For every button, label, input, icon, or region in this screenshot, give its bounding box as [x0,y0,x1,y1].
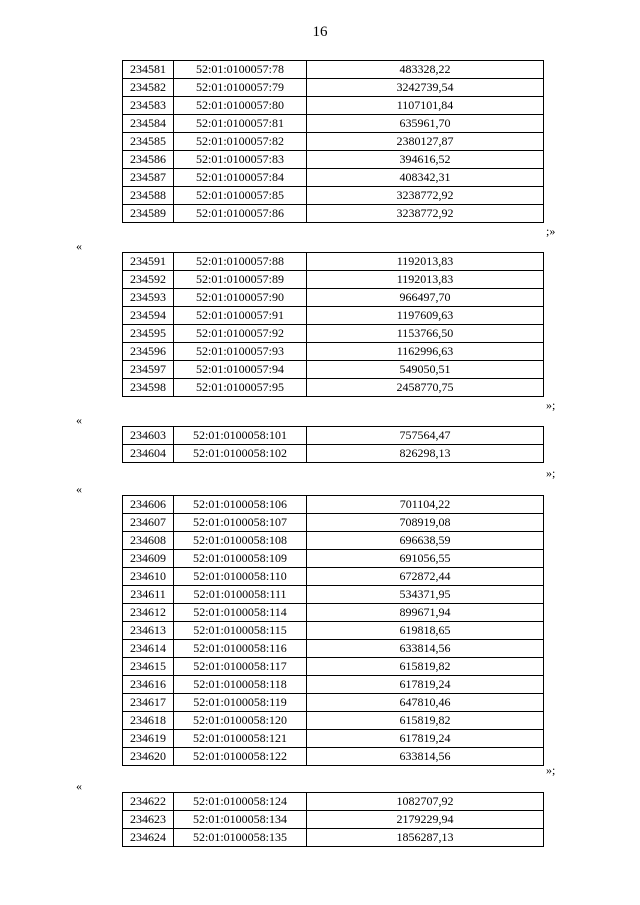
row-number-cell: 234618 [123,712,174,730]
row-number-cell: 234623 [123,811,174,829]
table-row [123,379,544,397]
cadastral-number-cell: 52:01:0100057:89 [174,271,307,289]
value-cell: 1856287,13 [307,829,544,847]
value-cell: 672872,44 [307,568,544,586]
row-number-cell: 234596 [123,343,174,361]
cadastral-number-cell: 52:01:0100057:90 [174,289,307,307]
cadastral-number-cell: 52:01:0100057:88 [174,253,307,271]
table-row [123,712,544,730]
value-cell: 899671,94 [307,604,544,622]
table-row [123,115,544,133]
table-row [123,514,544,532]
value-cell: 408342,31 [307,169,544,187]
row-number-cell: 234594 [123,307,174,325]
cadastral-number-cell: 52:01:0100058:108 [174,532,307,550]
opening-quote-mark: « [76,779,82,793]
value-cell: 635961,70 [307,115,544,133]
table-body [123,61,544,223]
table-row [123,253,544,271]
table-row [123,586,544,604]
cadastral-number-cell: 52:01:0100057:93 [174,343,307,361]
row-number-cell: 234586 [123,151,174,169]
table-row [123,271,544,289]
cadastral-number-cell: 52:01:0100057:79 [174,79,307,97]
value-cell: 1192013,83 [307,271,544,289]
value-cell: 3238772,92 [307,187,544,205]
row-number-cell: 234604 [123,445,174,463]
row-number-cell: 234592 [123,271,174,289]
table-row [123,640,544,658]
table-body [123,496,544,766]
closing-quote-mark: »; [546,398,556,412]
row-number-cell: 234622 [123,793,174,811]
value-cell: 2458770,75 [307,379,544,397]
row-number-cell: 234584 [123,115,174,133]
row-number-cell: 234591 [123,253,174,271]
value-cell: 549050,51 [307,361,544,379]
cadastral-number-cell: 52:01:0100057:91 [174,307,307,325]
table-row [123,187,544,205]
cadastral-number-cell: 52:01:0100057:86 [174,205,307,223]
value-cell: 617819,24 [307,730,544,748]
value-cell: 757564,47 [307,427,544,445]
cadastral-number-cell: 52:01:0100058:124 [174,793,307,811]
table-row [123,205,544,223]
table-row [123,427,544,445]
value-cell: 966497,70 [307,289,544,307]
table-row [123,361,544,379]
cadastral-number-cell: 52:01:0100057:78 [174,61,307,79]
row-number-cell: 234588 [123,187,174,205]
row-number-cell: 234616 [123,676,174,694]
cadastral-number-cell: 52:01:0100057:95 [174,379,307,397]
cadastral-number-cell: 52:01:0100058:114 [174,604,307,622]
value-cell: 615819,82 [307,712,544,730]
table-row [123,79,544,97]
value-cell: 3242739,54 [307,79,544,97]
table-row [123,793,544,811]
row-number-cell: 234587 [123,169,174,187]
register-table-3 [122,426,544,463]
table-row [123,730,544,748]
closing-quote-mark: »; [546,763,556,777]
value-cell: 1162996,63 [307,343,544,361]
row-number-cell: 234593 [123,289,174,307]
cadastral-number-cell: 52:01:0100058:120 [174,712,307,730]
page-number: 16 [312,24,328,40]
cadastral-number-cell: 52:01:0100057:85 [174,187,307,205]
table-row [123,289,544,307]
row-number-cell: 234583 [123,97,174,115]
row-number-cell: 234620 [123,748,174,766]
cadastral-number-cell: 52:01:0100058:109 [174,550,307,568]
value-cell: 1192013,83 [307,253,544,271]
value-cell: 619818,65 [307,622,544,640]
cadastral-number-cell: 52:01:0100058:135 [174,829,307,847]
register-table-4 [122,495,544,766]
cadastral-number-cell: 52:01:0100058:102 [174,445,307,463]
closing-quote-mark: ;» [546,224,556,238]
value-cell: 394616,52 [307,151,544,169]
row-number-cell: 234603 [123,427,174,445]
value-cell: 617819,24 [307,676,544,694]
value-cell: 534371,95 [307,586,544,604]
table-row [123,694,544,712]
row-number-cell: 234606 [123,496,174,514]
value-cell: 708919,08 [307,514,544,532]
register-table-2 [122,252,544,397]
row-number-cell: 234597 [123,361,174,379]
opening-quote-mark: « [76,482,82,496]
opening-quote-mark: « [76,239,82,253]
table-body [123,793,544,847]
cadastral-number-cell: 52:01:0100058:110 [174,568,307,586]
cadastral-number-cell: 52:01:0100057:83 [174,151,307,169]
row-number-cell: 234613 [123,622,174,640]
closing-quote-mark: »; [546,466,556,480]
table-row [123,748,544,766]
table-row [123,445,544,463]
table-row [123,151,544,169]
value-cell: 647810,46 [307,694,544,712]
row-number-cell: 234581 [123,61,174,79]
cadastral-number-cell: 52:01:0100057:92 [174,325,307,343]
table-row [123,61,544,79]
row-number-cell: 234614 [123,640,174,658]
value-cell: 633814,56 [307,748,544,766]
table-body [123,427,544,463]
row-number-cell: 234608 [123,532,174,550]
table-row [123,622,544,640]
row-number-cell: 234615 [123,658,174,676]
table-row [123,568,544,586]
cadastral-number-cell: 52:01:0100058:101 [174,427,307,445]
row-number-cell: 234598 [123,379,174,397]
cadastral-number-cell: 52:01:0100057:94 [174,361,307,379]
row-number-cell: 234607 [123,514,174,532]
cadastral-number-cell: 52:01:0100057:82 [174,133,307,151]
table-row [123,676,544,694]
value-cell: 3238772,92 [307,205,544,223]
value-cell: 1153766,50 [307,325,544,343]
table-row [123,550,544,568]
cadastral-number-cell: 52:01:0100058:134 [174,811,307,829]
table-row [123,343,544,361]
table-row [123,811,544,829]
row-number-cell: 234611 [123,586,174,604]
cadastral-number-cell: 52:01:0100057:80 [174,97,307,115]
table-row [123,325,544,343]
cadastral-number-cell: 52:01:0100058:116 [174,640,307,658]
cadastral-number-cell: 52:01:0100058:115 [174,622,307,640]
row-number-cell: 234609 [123,550,174,568]
register-table-5 [122,792,544,847]
table-row [123,604,544,622]
table-row [123,133,544,151]
cadastral-number-cell: 52:01:0100057:81 [174,115,307,133]
cadastral-number-cell: 52:01:0100058:119 [174,694,307,712]
value-cell: 691056,55 [307,550,544,568]
row-number-cell: 234589 [123,205,174,223]
value-cell: 1082707,92 [307,793,544,811]
row-number-cell: 234624 [123,829,174,847]
table-body [123,253,544,397]
value-cell: 826298,13 [307,445,544,463]
value-cell: 696638,59 [307,532,544,550]
opening-quote-mark: « [76,413,82,427]
row-number-cell: 234617 [123,694,174,712]
value-cell: 2179229,94 [307,811,544,829]
cadastral-number-cell: 52:01:0100058:111 [174,586,307,604]
cadastral-number-cell: 52:01:0100058:117 [174,658,307,676]
register-table-1 [122,60,544,223]
row-number-cell: 234585 [123,133,174,151]
cadastral-number-cell: 52:01:0100058:118 [174,676,307,694]
table-row [123,829,544,847]
row-number-cell: 234582 [123,79,174,97]
value-cell: 633814,56 [307,640,544,658]
cadastral-number-cell: 52:01:0100058:121 [174,730,307,748]
row-number-cell: 234612 [123,604,174,622]
value-cell: 701104,22 [307,496,544,514]
row-number-cell: 234595 [123,325,174,343]
table-row [123,496,544,514]
cadastral-number-cell: 52:01:0100057:84 [174,169,307,187]
cadastral-number-cell: 52:01:0100058:122 [174,748,307,766]
cadastral-number-cell: 52:01:0100058:106 [174,496,307,514]
value-cell: 615819,82 [307,658,544,676]
value-cell: 483328,22 [307,61,544,79]
table-row [123,97,544,115]
row-number-cell: 234619 [123,730,174,748]
value-cell: 1197609,63 [307,307,544,325]
table-row [123,658,544,676]
table-row [123,307,544,325]
value-cell: 1107101,84 [307,97,544,115]
value-cell: 2380127,87 [307,133,544,151]
table-row [123,169,544,187]
cadastral-number-cell: 52:01:0100058:107 [174,514,307,532]
row-number-cell: 234610 [123,568,174,586]
table-row [123,532,544,550]
